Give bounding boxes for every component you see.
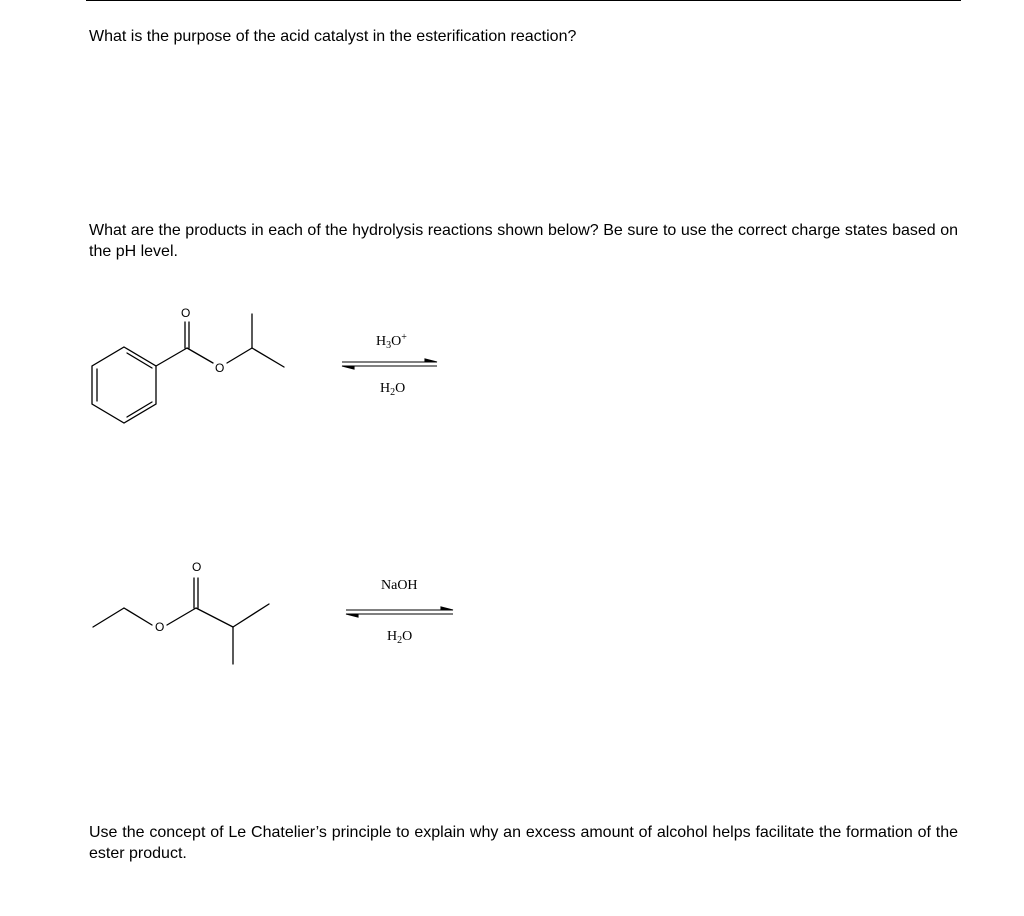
atom-ester-oxygen-2: O bbox=[155, 620, 165, 634]
atom-carbonyl-oxygen-1: O bbox=[181, 306, 191, 320]
question-hydrolysis-products: What are the products in each of the hydrolysis reactions shown below? Be sure to use the correct charge states based on the pH level. bbox=[89, 222, 958, 260]
atom-ester-oxygen-1: O bbox=[215, 361, 225, 375]
question-le-chatelier: Use the concept of Le Chatelier’s principle to explain why an excess amount of alcohol helps facilitate the formation of the ester product. bbox=[89, 824, 958, 862]
atom-carbonyl-oxygen-2: O bbox=[192, 560, 202, 574]
reagent-water-2: $H_2O$ bbox=[387, 629, 413, 646]
molecule-isopropyl-benzoate bbox=[92, 314, 284, 423]
question-acid-catalyst: What is the purpose of the acid catalyst in the esterification reaction? bbox=[89, 28, 577, 45]
reagent-sodium-hydroxide: NaOH bbox=[381, 578, 418, 593]
benzene-ring bbox=[92, 347, 156, 423]
reagent-water-1: $H_2O$ bbox=[380, 381, 406, 398]
equilibrium-arrow-1 bbox=[342, 359, 437, 369]
equilibrium-arrow-2 bbox=[346, 607, 453, 617]
reagent-hydronium: $H_3O^+$ bbox=[376, 332, 407, 351]
molecule-ethyl-isobutyrate bbox=[93, 578, 269, 664]
